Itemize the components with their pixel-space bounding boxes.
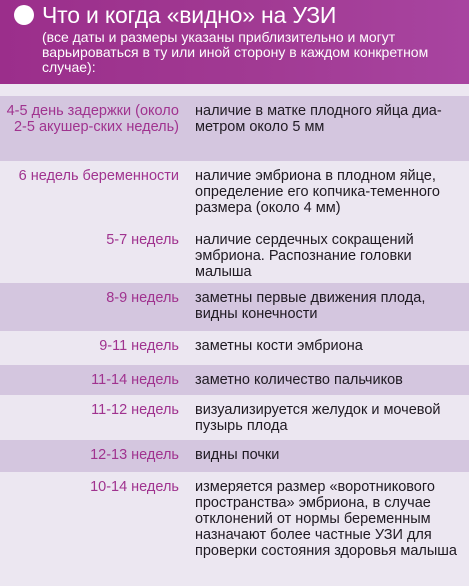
row-term: 11-12 недель — [91, 402, 179, 418]
table-row — [0, 283, 469, 331]
table-row — [0, 331, 469, 365]
row-description: визуализируется желудок и мочевой пузырь плода — [195, 402, 441, 434]
row-term: 6 недель беременности — [18, 168, 179, 184]
row-term: 8-9 недель — [106, 290, 179, 306]
page-title: Что и когда «видно» на УЗИ — [42, 2, 337, 28]
table-row — [0, 161, 469, 225]
table-row — [0, 96, 469, 161]
table-row — [0, 472, 469, 586]
row-description: видны почки — [195, 447, 280, 463]
table-row — [0, 440, 469, 472]
table-row — [0, 395, 469, 440]
table-row — [0, 225, 469, 283]
row-term: 12-13 недель — [90, 447, 179, 463]
row-term: 4-5 день задержки (около 2-5 акушер-ских недель) — [6, 103, 179, 135]
page-subtitle: (все даты и размеры указаны приблизительно и могут варьироваться в ту или иной сторону в каждом конкретном случае): — [42, 29, 429, 75]
table-row — [0, 365, 469, 395]
row-description: заметно количество пальчиков — [195, 372, 403, 388]
row-description: наличие эмбриона в плодном яйце, определение его копчика-теменного размера (около 4 мм) — [195, 168, 440, 216]
row-term: 11-14 недель — [91, 372, 179, 388]
row-description: заметны первые движения плода, видны конечности — [195, 290, 426, 322]
row-description: измеряется размер «воротникового пространства» эмбриона, в случае отклонений от нормы беременным назначают более частные УЗИ для проверки состояния здоровья малыша — [195, 479, 457, 559]
row-term: 5-7 недель — [106, 232, 179, 248]
row-description: заметны кости эмбриона — [195, 338, 363, 354]
header-spacer — [0, 84, 469, 96]
bullet-circle-icon — [14, 5, 34, 25]
header-banner — [0, 0, 469, 84]
row-term: 10-14 недель — [90, 479, 179, 495]
row-description: наличие сердечных сокращений эмбриона. Распознание головки малыша — [195, 232, 414, 280]
row-description: наличие в матке плодного яйца диа-метром около 5 мм — [195, 103, 442, 135]
row-term: 9-11 недель — [99, 338, 179, 354]
